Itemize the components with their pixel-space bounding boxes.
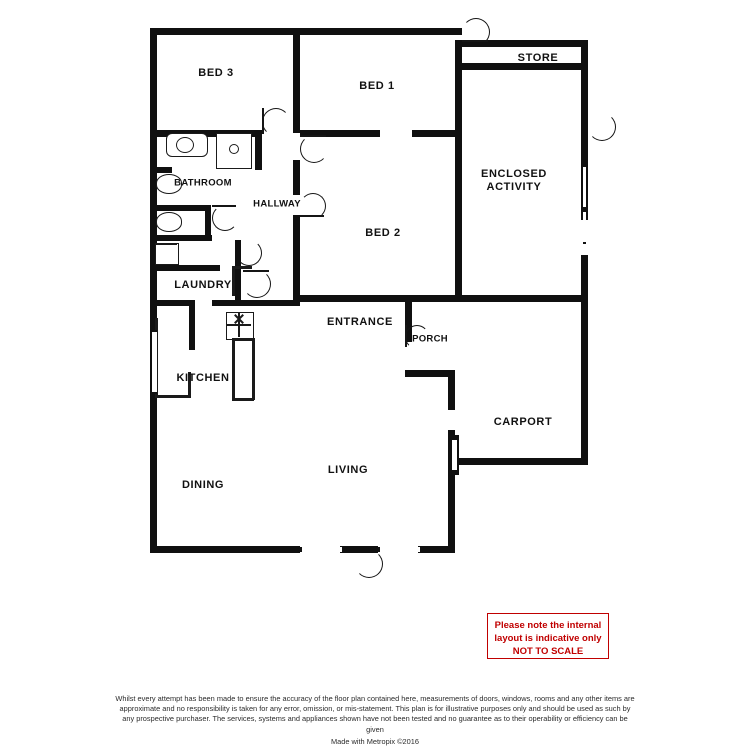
room-label-kitchen: KITCHEN	[176, 372, 230, 384]
kitchen-bench-right-edge	[252, 340, 255, 400]
wall-laundry-top	[150, 265, 220, 271]
laundry-tub-icon	[155, 243, 179, 265]
wall-bottom-left	[150, 546, 300, 553]
wall-left-outer	[150, 28, 157, 553]
door-activity-right	[588, 113, 616, 141]
wall-wc-right	[205, 205, 211, 235]
wall-right-mid	[581, 255, 588, 300]
wall-activity-bottom	[455, 295, 588, 302]
room-label-laundry: LAUNDRY	[174, 279, 232, 291]
wall-bath-right	[255, 130, 262, 170]
wall-bath-split-a	[150, 167, 172, 173]
room-label-bathroom: BATHROOM	[174, 177, 232, 189]
notice-line-1: Please note the internal	[494, 620, 602, 631]
room-label-bed3: BED 3	[198, 67, 234, 79]
room-label-porch: PORCH	[412, 333, 448, 345]
notice-line-3: NOT TO SCALE	[512, 646, 584, 657]
door-bathroom	[212, 205, 238, 231]
wall-porch-bottom	[405, 370, 455, 377]
room-label-activity-line1: ENCLOSED	[481, 168, 547, 180]
room-label-store: STORE	[517, 52, 559, 64]
room-label-dining: DINING	[181, 479, 225, 491]
credit-text: Made with Metropix ©2016	[330, 737, 420, 746]
door-bed1	[300, 135, 328, 163]
laundry-bench-top	[232, 266, 252, 269]
basin-icon	[156, 212, 182, 232]
door-bed1-leaf	[300, 135, 326, 137]
wall-carport-bottom	[455, 458, 588, 465]
not-to-scale-notice	[487, 613, 609, 659]
wall-bed3-right	[293, 28, 300, 133]
notice-line-2: layout is indicative only	[494, 633, 602, 644]
kitchen-bench-right-top	[232, 338, 255, 341]
kitchen-bench-right	[232, 340, 235, 400]
room-label-living: LIVING	[327, 464, 369, 476]
wall-top-left	[150, 28, 462, 35]
door-bed3-leaf	[262, 108, 264, 134]
wall-wc-bottom	[150, 235, 212, 241]
wall-bath-bottom	[150, 205, 210, 211]
door-bed3	[262, 108, 290, 136]
room-label-carport: CARPORT	[493, 416, 553, 428]
door-living-bottom	[355, 550, 383, 578]
door-laundry-leaf	[243, 270, 269, 272]
kitchen-appliance-mark-d	[227, 324, 251, 326]
door-entrance-leaf	[405, 325, 407, 347]
wall-store-bottom	[455, 63, 581, 70]
wall-right-lower	[581, 295, 588, 465]
wall-hallway-left-a	[293, 160, 300, 195]
laundry-bench-side	[232, 266, 235, 296]
window-kitchen-left	[152, 330, 157, 394]
wall-bed2-bottom	[300, 295, 462, 302]
kitchen-bench-right-bottom	[232, 398, 254, 401]
wall-bed-right	[455, 40, 462, 300]
window-dining-bottom	[300, 547, 344, 552]
bath-tub-inner-icon	[176, 137, 194, 153]
room-label-entrance: ENTRANCE	[327, 316, 393, 328]
kitchen-bench-bottom	[155, 395, 190, 398]
wall-kitchen-top-b	[212, 300, 300, 306]
wall-hallway-left-b	[293, 215, 300, 300]
door-wc	[236, 240, 262, 266]
window-living-right-glass	[452, 440, 457, 470]
room-label-hallway: HALLWAY	[253, 198, 301, 210]
room-label-bed2: BED 2	[365, 227, 401, 239]
door-bathroom-leaf	[212, 205, 236, 207]
door-laundry	[243, 270, 271, 298]
door-store-leaf	[462, 40, 488, 42]
door-bed2-leaf	[300, 215, 324, 217]
laundry-tub-edge	[155, 243, 177, 245]
disclaimer-text: Whilst every attempt has been made to ensure the accuracy of the floor plan contained here, measurements of doors, windows, rooms and any other items are approximate and no responsibility is taken for any error, omission, or mis-statement. This plan is for illustrative purposes only and should be used as such by any prospective purchaser. The services, systems and appliances shown have not been tested and no guarantee as to their operability or efficiency can be given	[115, 694, 635, 734]
room-label-activity-line2: ACTIVITY	[486, 181, 542, 193]
room-label-bed1: BED 1	[359, 80, 395, 92]
window-living-bottom	[378, 547, 422, 552]
shower-head-icon	[229, 144, 239, 154]
window-activity-right-b	[583, 210, 586, 244]
window-activity-right	[583, 165, 586, 209]
wall-kitchen-left	[189, 300, 195, 350]
